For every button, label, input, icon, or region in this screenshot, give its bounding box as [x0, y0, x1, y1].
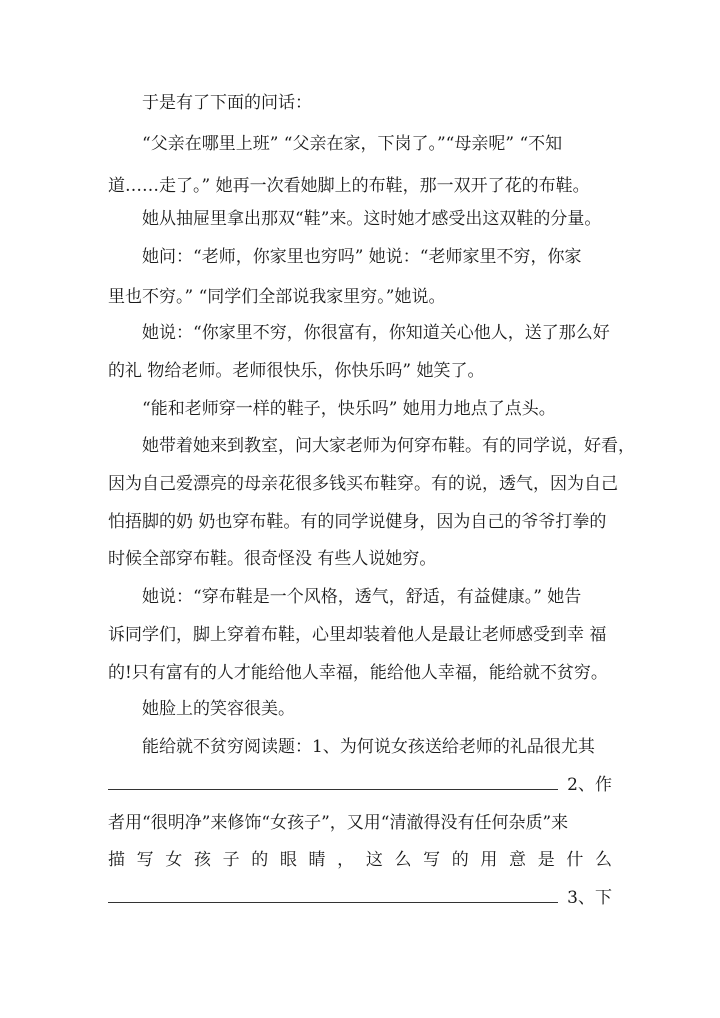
paragraph-line: 她从抽屉里拿出那双“鞋”来。这时她才感受出这双鞋的分量。 [142, 209, 602, 229]
answer-line [108, 886, 612, 910]
answer-line [108, 773, 612, 797]
paragraph-line: 的!只有富有的人才能给他人幸福，能给他人幸福，能给就不贫穷。 [108, 663, 608, 683]
paragraph-line: “能和老师穿一样的鞋子，快乐吗” 她用力地点了点头。 [142, 399, 556, 419]
question-number: 3、下 [567, 888, 612, 908]
paragraph-line: 她带着她来到教室，问大家老师为何穿布鞋。有的同学说，好看， [142, 436, 635, 456]
question-line: 者用“很明净”来修饰“女孩子”，又用“清澈得没有任何杂质”来 [108, 813, 569, 833]
paragraph-line: 里也不穷。” “同学们全部说我家里穷。”她说。 [108, 287, 446, 307]
paragraph-line: “父亲在哪里上班” “父亲在家，下岗了。”“母亲呢” “不知 [142, 134, 563, 154]
paragraph-line: 她问：“老师，你家里也穷吗” 她说：“老师家里不穷，你家 [142, 247, 582, 267]
paragraph-line: 的礼 物给老师。老师很快乐，你快乐吗” 她笑了。 [108, 361, 485, 381]
paragraph-line: 于是有了下面的问话： [142, 93, 312, 113]
paragraph-line: 诉同学们，脚上穿着布鞋，心里却装着他人是最让老师感受到幸 福 [108, 625, 607, 645]
paragraph-line: 因为自己爱漂亮的母亲花很多钱买布鞋穿。有的说，透气，因为自己 [108, 474, 618, 494]
paragraph-line: 她说：“你家里不穷，你很富有，你知道关心他人，送了那么好 [142, 323, 610, 343]
paragraph-line: 道……走了。” 她再一次看她脚上的布鞋，那一双开了花的布鞋。 [108, 176, 590, 196]
question-line: 描 写 女 孩 子 的 眼 睛 ， 这 么 写 的 用 意 是 什 么 [108, 850, 612, 870]
paragraph-line: 她脸上的笑容很美。 [142, 699, 295, 719]
answer-blank [108, 773, 558, 790]
question-line: 能给就不贫穷阅读题：1、为何说女孩送给老师的礼品很尤其 [142, 737, 595, 757]
question-number: 2、作 [567, 775, 612, 795]
answer-blank [108, 886, 558, 903]
paragraph-line: 怕捂脚的奶 奶也穿布鞋。有的同学说健身，因为自己的爷爷打拳的 [108, 512, 607, 532]
paragraph-line: 她说：“穿布鞋是一个风格，透气，舒适，有益健康。” 她告 [142, 587, 582, 607]
paragraph-line: 时候全部穿布鞋。很奇怪没 有些人说她穷。 [108, 549, 437, 569]
